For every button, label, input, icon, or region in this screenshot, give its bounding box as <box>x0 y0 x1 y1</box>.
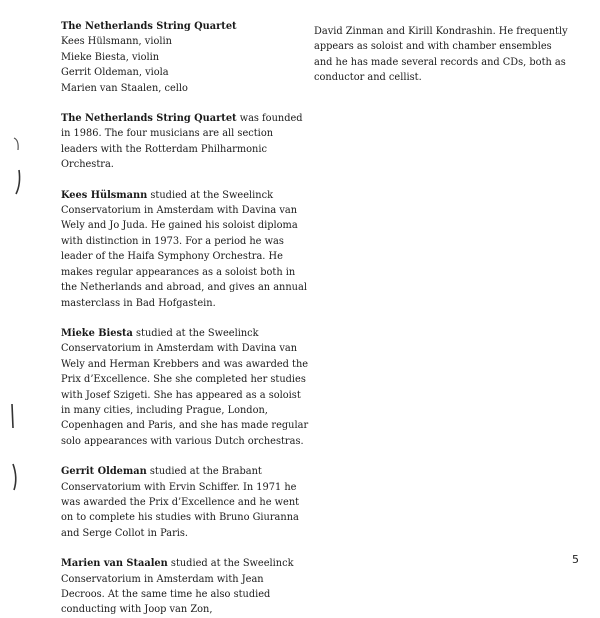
member-line: Mieke Biesta, violin <box>61 51 160 63</box>
staple-mark-bottom <box>9 402 21 492</box>
right-column <box>314 24 569 86</box>
quartet-members <box>61 19 309 96</box>
bio-marien-van-staalen <box>61 556 309 618</box>
bio-text: studied at the Sweelinck Conservatorium in Amsterdam with Jean Decroos. At the same time he also studied conducting with Joop van Zon, <box>61 558 294 616</box>
bio-mieke-biesta <box>61 326 309 449</box>
bio-kees-hulsmann <box>61 188 309 311</box>
bio-text: studied at the Brabant Conservatorium with Ervin Schiffer. In 1971 he was awarded the Prix d’Excellence and he went on to complete his studies with Bruno Giuranna and Serge Collot in Paris. <box>61 466 300 539</box>
member-line: Kees Hülsmann, violin <box>61 36 172 48</box>
page-number: 5 <box>572 553 579 566</box>
continuation-text: David Zinman and Kirill Kondrashin. He frequently appears as soloist and with chamber ensembles and he has made several records and CDs, both as conductor and cellist. <box>314 26 568 84</box>
bio-lead: Kees Hülsmann <box>61 189 148 201</box>
bio-gerrit-oldeman <box>61 464 309 541</box>
staple-mark-top <box>11 136 23 196</box>
bio-text: was founded in 1986. The four musicians are all section leaders with the Rotterdam Philharmonic Orchestra. <box>61 113 303 171</box>
left-column <box>61 19 309 618</box>
bio-lead: Gerrit Oldeman <box>61 466 147 478</box>
member-line: Marien van Staalen, cello <box>61 82 188 94</box>
member-line: Gerrit Oldeman, viola <box>61 67 169 79</box>
bio-lead: Mieke Biesta <box>61 327 133 339</box>
bio-quartet <box>61 111 309 173</box>
bio-lead: Marien van Staalen <box>61 558 168 570</box>
bio-text: studied at the Sweelinck Conservatorium in Amsterdam with Davina van Wely and Jo Juda. He gained his soloist diploma with distinction in 1973. For a period he was leader of the Haifa Symphony Orchestra. He makes regular appearances as a soloist both in the Netherlands and abroad, and gives an annual masterclass in Bad Hofgastein. <box>61 189 307 309</box>
quartet-title: The Netherlands String Quartet <box>61 21 237 32</box>
bio-text: studied at the Sweelinck Conservatorium in Amsterdam with Davina van Wely and Herman Krebbers and was awarded the Prix d’Excellence. She she completed her studies with Josef Szigeti. She has appeared as a soloist in many cities, including Prague, London, Copenhagen and Paris, and she has made regular solo appearances with various Dutch orchestras. <box>61 327 309 447</box>
bio-lead: The Netherlands String Quartet <box>61 113 237 125</box>
